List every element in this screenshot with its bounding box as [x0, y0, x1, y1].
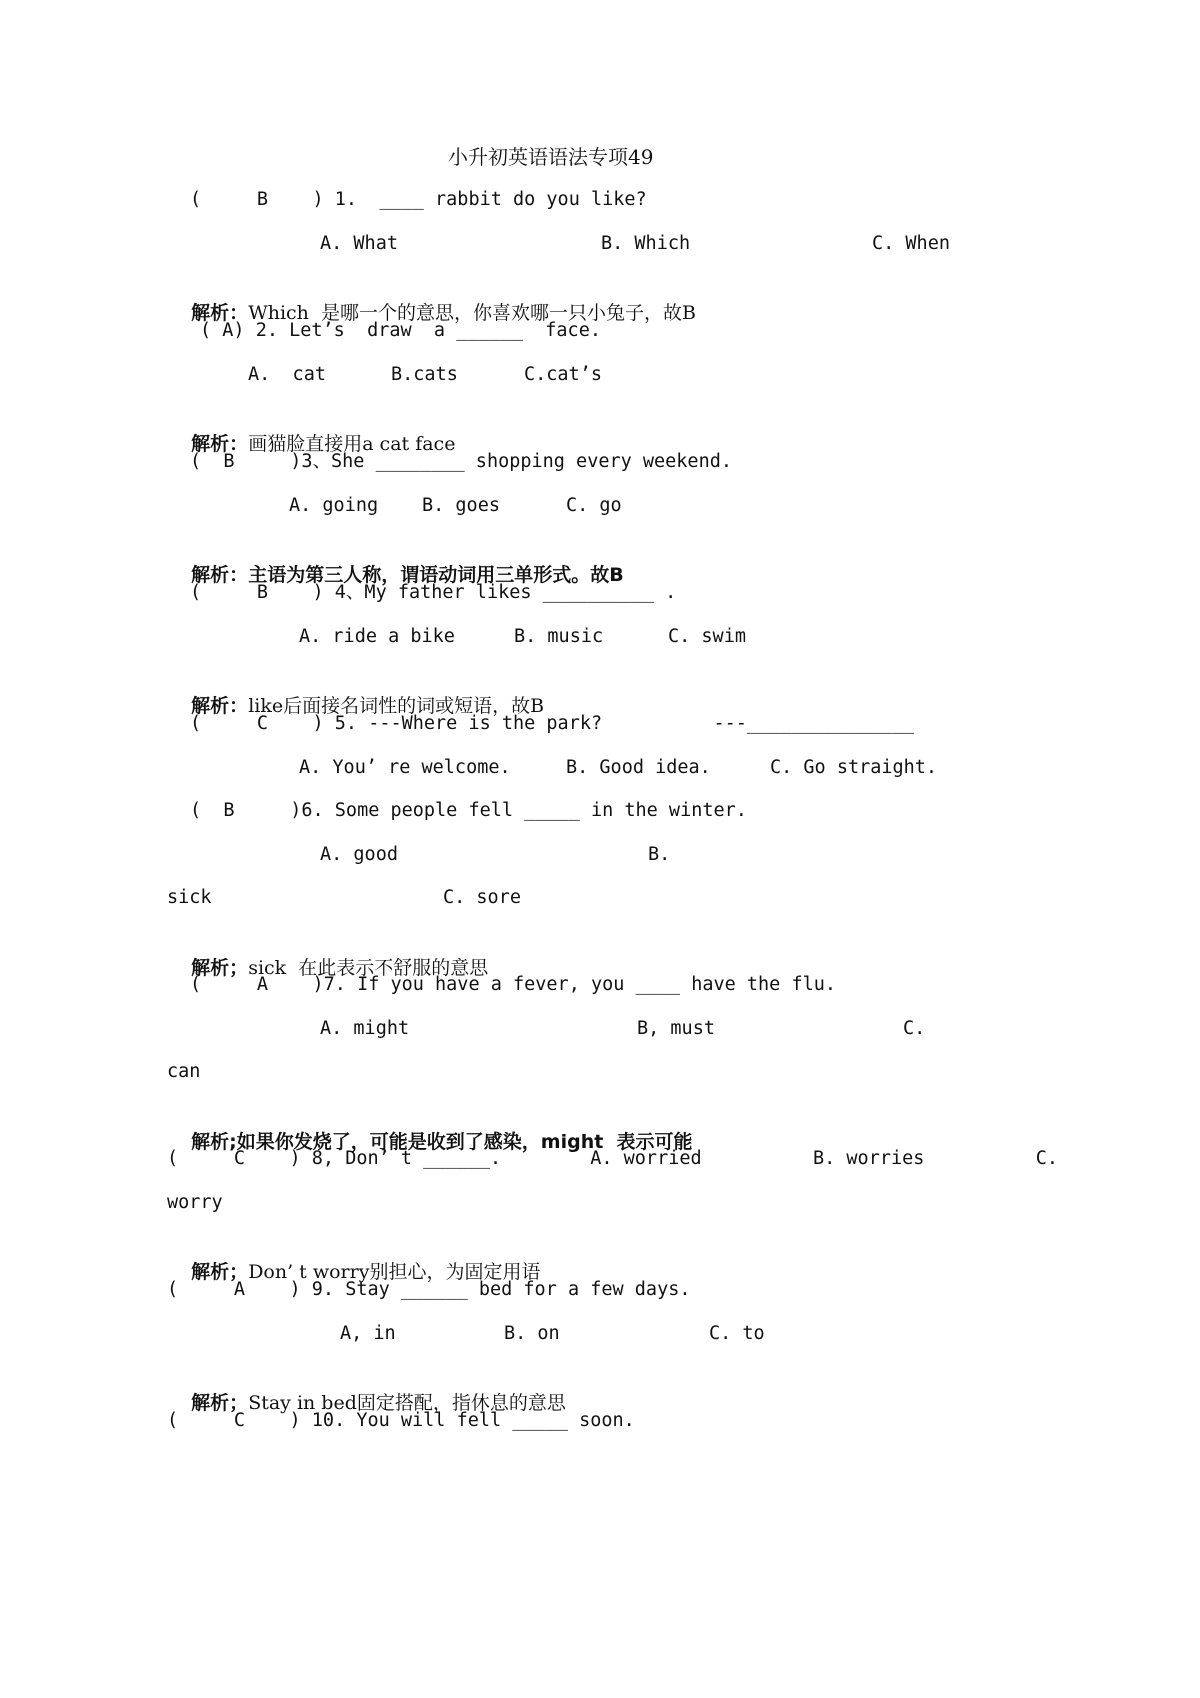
analysis-label: 解析； — [191, 957, 249, 979]
analysis-label: 解析： — [191, 564, 249, 586]
q6-option-c: C. sore — [443, 887, 521, 908]
question-5: ( C ) 5. ---Where is the park? ---_______________ — [190, 713, 914, 734]
q4-option-b: B. music — [514, 626, 604, 647]
question-9: ( A ) 9. Stay ______ bed for a few days. — [167, 1279, 691, 1300]
analysis-label: 解析： — [191, 695, 249, 717]
analysis-text: like后面接名词性的词或短语，故B — [248, 695, 545, 717]
question-3: ( B )3、She ________ shopping every weekend. — [190, 451, 732, 472]
q4-analysis — [167, 667, 545, 717]
page-title: 小升初英语语法专项49 — [448, 145, 654, 169]
q2-analysis — [167, 405, 456, 455]
question-1: ( B ) 1. ____ rabbit do you like? — [190, 189, 647, 210]
analysis-text: Don’ t worry别担心，为固定用语 — [248, 1261, 541, 1283]
q2-option-c: C.cat’s — [524, 364, 602, 385]
q7-option-c: C. — [903, 1018, 926, 1039]
q1-option-b: B. Which — [601, 233, 691, 254]
q1-option-a: A. What — [320, 233, 398, 254]
analysis-text: 如果你发烧了，可能是收到了感染，might 表示可能 — [236, 1131, 693, 1153]
question-8: ( C ) 8, Don’ t ______. A. worried B. worries C. — [167, 1148, 1059, 1169]
q4-option-a: A. ride a bike — [299, 626, 455, 647]
q9-option-b: B. on — [504, 1323, 560, 1344]
q5-option-c: C. Go straight. — [770, 757, 938, 778]
analysis-text: Which 是哪一个的意思，你喜欢哪一只小兔子，故B — [248, 302, 696, 324]
q6-option-b-text: sick — [167, 887, 212, 908]
analysis-text: 主语为第三人称，谓语动词用三单形式。故B — [248, 564, 624, 586]
q6-analysis — [167, 929, 489, 979]
analysis-text: 画猫脸直接用a cat face — [248, 433, 456, 455]
q9-analysis — [167, 1364, 566, 1414]
question-7: ( A )7. If you have a fever, you ____ have the flu. — [190, 974, 837, 995]
q7-analysis — [167, 1103, 693, 1153]
question-10: ( C ) 10. You will fell _____ soon. — [167, 1410, 635, 1431]
q6-option-b: B. — [648, 844, 671, 865]
q8-analysis — [167, 1233, 541, 1283]
q9-option-a: A, in — [340, 1323, 396, 1344]
q3-analysis — [167, 536, 624, 586]
question-4: ( B ) 4、My father likes __________ . — [190, 582, 677, 603]
q4-option-c: C. swim — [668, 626, 746, 647]
q7-option-a: A. might — [320, 1018, 410, 1039]
analysis-label: 解析： — [191, 433, 249, 455]
q3-option-a: A. going — [289, 495, 379, 516]
q3-option-c: C. go — [566, 495, 622, 516]
analysis-label: 解析； — [191, 1261, 249, 1283]
q8-option-c-text: worry — [167, 1192, 223, 1213]
q7-option-b: B, must — [637, 1018, 715, 1039]
q2-option-b: B.cats — [391, 364, 458, 385]
analysis-text: sick 在此表示不舒服的意思 — [248, 957, 489, 979]
q3-option-b: B. goes — [422, 495, 500, 516]
q5-option-b: B. Good idea. — [566, 757, 711, 778]
q5-option-a: A. You’ re welcome. — [299, 757, 511, 778]
question-6: ( B )6. Some people fell _____ in the winter. — [190, 800, 747, 821]
q1-analysis — [167, 274, 696, 324]
q2-option-a: A. cat — [248, 364, 326, 385]
analysis-label: 解析; — [191, 1131, 237, 1153]
analysis-label: 解析； — [191, 1392, 249, 1414]
analysis-label: 解析： — [191, 302, 249, 324]
q7-option-c-text: can — [167, 1061, 201, 1082]
analysis-text: Stay in bed固定搭配，指休息的意思 — [248, 1392, 566, 1414]
q1-option-c: C. When — [872, 233, 950, 254]
q9-option-c: C. to — [709, 1323, 765, 1344]
q6-option-a: A. good — [320, 844, 398, 865]
question-2: ( A) 2. Let’s draw a ______ face. — [200, 320, 601, 341]
